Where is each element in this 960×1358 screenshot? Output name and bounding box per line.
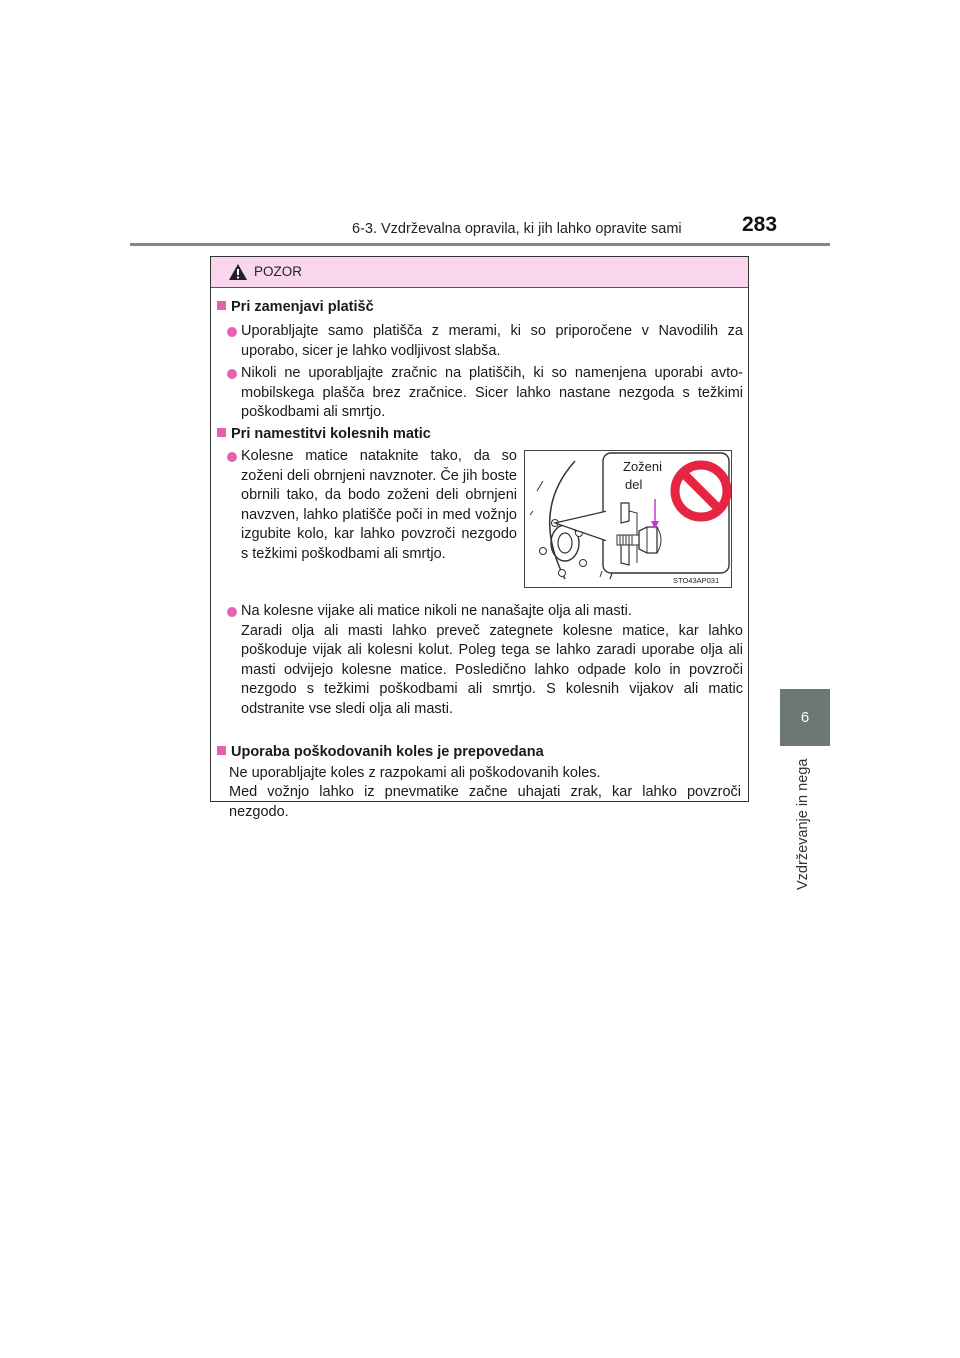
illustration-label-zozeni: Zoženi (623, 459, 663, 474)
round-bullet-icon (227, 369, 237, 379)
bullet-text: Uporabljajte samo platišča z merami, ki so priporočene v Navodilih za uporabo, sicer je lahko vodljivost slabša. (241, 323, 743, 359)
wheel-nut-illustration (524, 450, 732, 588)
section-heading: Pri namestitvi kolesnih matic (217, 426, 431, 442)
bullet-item (227, 447, 517, 564)
paragraph: Med vožnjo lahko iz pnevmatike začne uhajati zrak, kar lahko povzroči nezgodo. (229, 784, 741, 820)
chapter-label: Vzdrževanje in nega (795, 758, 811, 890)
square-bullet-icon (217, 301, 226, 310)
warning-box (210, 256, 749, 820)
section-heading: Uporaba poškodovanih koles je prepovedana (217, 744, 544, 760)
wheel-nut-diagram (525, 451, 731, 587)
header-title: 6-3. Vzdrževalna opravila, ki jih lahko opravite sami (352, 221, 682, 237)
bullet-text: Na kolesne vijake ali matice nikoli ne nanašajte olja ali masti. Zaradi olja ali masti lahko preveč zategnete kolesne matice, kar lahko poškoduje vijak ali kolesni kolut. Poleg tega se lahko zaradi uporabe olja ali masti odvijejo kolesne matice. Posledično lahko odpade kolo in povzroči nezgodo s težkimi poškodbami ali smrtjo. S kolesnih vijakov ali matic odstranite vse sledi olja ali masti. (241, 603, 743, 717)
bullet-item (227, 322, 743, 361)
round-bullet-icon (227, 327, 237, 337)
header-rule (130, 243, 830, 246)
chapter-tab: 6 (780, 689, 830, 746)
bullet-item (227, 364, 743, 423)
square-bullet-icon (217, 746, 226, 755)
round-bullet-icon (227, 452, 237, 462)
warning-triangle-icon (228, 263, 248, 281)
illustration-label-del: del (625, 477, 643, 492)
bullet-text: Kolesne matice nataknite tako, da so zoženi deli obrnjeni navznoter. Če jih boste obrnili tako, da bodo zoženi deli obrnjeni navzven, lahko platišče poči in med vožnjo izgubite kolo, kar lahko povzroči nezgodo s težkimi poškodbami ali smrtjo. (241, 448, 517, 562)
warning-title: POZOR (254, 264, 303, 279)
bullet-item (227, 602, 743, 719)
square-bullet-icon (217, 428, 226, 437)
round-bullet-icon (227, 607, 237, 617)
illustration-code: STO43AP031 (673, 576, 720, 585)
warning-header (211, 257, 748, 288)
page-number: 283 (742, 213, 778, 236)
bullet-text: Nikoli ne uporabljajte zračnic na platiščih, ki so namenjena uporabi avto-mobilskega plašča brez zračnice. Sicer lahko nastane nezgoda s težkimi poškodbami ali smrtjo. (241, 365, 743, 420)
section-heading: Pri zamenjavi platišč (217, 299, 374, 315)
paragraph: Ne uporabljajte koles z razpokami ali poškodovanih koles. (229, 765, 601, 781)
